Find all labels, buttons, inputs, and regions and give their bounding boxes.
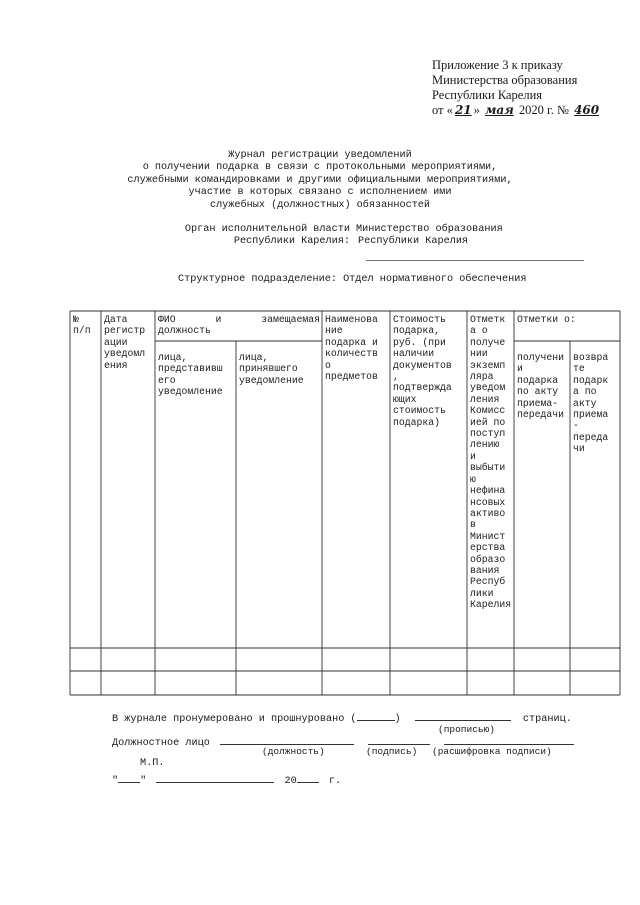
organ-underline xyxy=(366,260,584,261)
col-gift-name-header: Наименова ние подарка и количеств о предметов xyxy=(325,314,378,383)
col-return-mark-header: возвра те подарк а по акту приема - переда чи xyxy=(573,352,609,455)
in-words-caption: (прописью) xyxy=(438,724,496,735)
date-day-field[interactable] xyxy=(118,772,140,783)
fio-word: ФИО xyxy=(158,314,176,325)
appendix-header xyxy=(432,58,601,118)
date-year-prefix: 20 xyxy=(284,776,297,787)
decode-caption: (расшифровка подписи) xyxy=(432,746,552,757)
date-quote-close: " xyxy=(140,776,147,787)
handwritten-order-number: 460 xyxy=(574,103,600,117)
position-word: должность xyxy=(158,325,211,337)
appendix-order-line xyxy=(432,103,601,118)
col-gift-cost-header: Стоимость подарка, руб. (при наличии документов , подтвержда ющих стоимость подарка) xyxy=(393,314,452,428)
numbered-statement xyxy=(112,710,572,725)
date-year-suffix: г. xyxy=(328,776,342,787)
position-caption: (должность) xyxy=(262,746,325,757)
official-decode-field[interactable] xyxy=(444,734,574,745)
journal-title xyxy=(0,150,640,212)
col-fio-header xyxy=(158,314,320,337)
official-position-field[interactable] xyxy=(220,734,354,745)
official-signature-field[interactable] xyxy=(368,734,430,745)
col-number-header: № п/п xyxy=(73,314,91,337)
structural-division: Структурное подразделение: Отдел нормативного обеспечения xyxy=(178,274,527,285)
col-commission-mark-header: Отметк а о получе нии экземп ляра уведом ления Комисс ией по поступ лению и выбыти ю нефина нсовых активо в Минист ерства образо вания Респуб лики Карелия xyxy=(470,314,512,611)
appendix-date-prefix: от « xyxy=(432,103,453,117)
numbered-close: ) xyxy=(394,714,401,725)
title-line-2: о получении подарка в связи с протокольными мероприятиями, xyxy=(142,162,498,174)
col-receipt-mark-header: получени и подарка по акту приема- передачи xyxy=(517,352,565,421)
date-quote-open: " xyxy=(112,776,119,787)
page-count-field[interactable] xyxy=(357,710,395,721)
pages-in-words-field[interactable] xyxy=(415,710,511,721)
organ-value xyxy=(356,224,503,249)
title-line-1: Журнал регистрации уведомлений xyxy=(228,150,412,161)
title-line-3: служебными командировками и другими официальными мероприятиями, xyxy=(127,174,513,186)
appendix-day-close: » xyxy=(473,103,480,117)
signature-caption: (подпись) xyxy=(366,746,418,757)
appendix-year-text: 2020 г. № xyxy=(518,103,569,117)
col-presenter-header: лица, представивш его уведомление xyxy=(158,352,223,398)
pages-word: страниц. xyxy=(522,714,572,725)
organ-label-line-1: Орган исполнительной власти xyxy=(184,224,350,235)
appendix-line-3: Республики Карелия xyxy=(432,88,543,102)
handwritten-day: 21 xyxy=(454,103,472,117)
and-word: и xyxy=(215,314,222,325)
organ-value-line-2: Республики Карелия xyxy=(358,236,469,248)
col-receiver-header: лица, принявшего уведомление xyxy=(239,352,304,386)
col-marks-header: Отметки о: xyxy=(517,314,576,325)
organ-label-line-2: Республики Карелия: xyxy=(233,236,350,248)
date-month-field[interactable] xyxy=(156,772,274,783)
appendix-line-2: Министерства образования xyxy=(432,73,578,87)
title-line-4: участие в которых связано с исполнением ими xyxy=(188,187,452,199)
date-year-field[interactable] xyxy=(297,772,319,783)
organ-value-line-1: Министерство образования xyxy=(356,224,503,235)
handwritten-month: мая xyxy=(485,103,514,117)
appendix-line-1: Приложение 3 к приказу xyxy=(432,58,563,72)
col-registration-date-header: Дата регистр ации уведомл ения xyxy=(104,314,146,371)
date-line xyxy=(112,772,341,787)
occupying-word: замещаемая xyxy=(261,314,320,325)
stamp-mark: М.П. xyxy=(140,758,165,769)
organ-label xyxy=(172,224,350,249)
title-line-5: служебных (должностных) обязанностей xyxy=(209,199,431,211)
official-label: Должностное лицо xyxy=(112,738,210,749)
numbered-text: В журнале пронумеровано и прошнуровано ( xyxy=(112,714,357,725)
